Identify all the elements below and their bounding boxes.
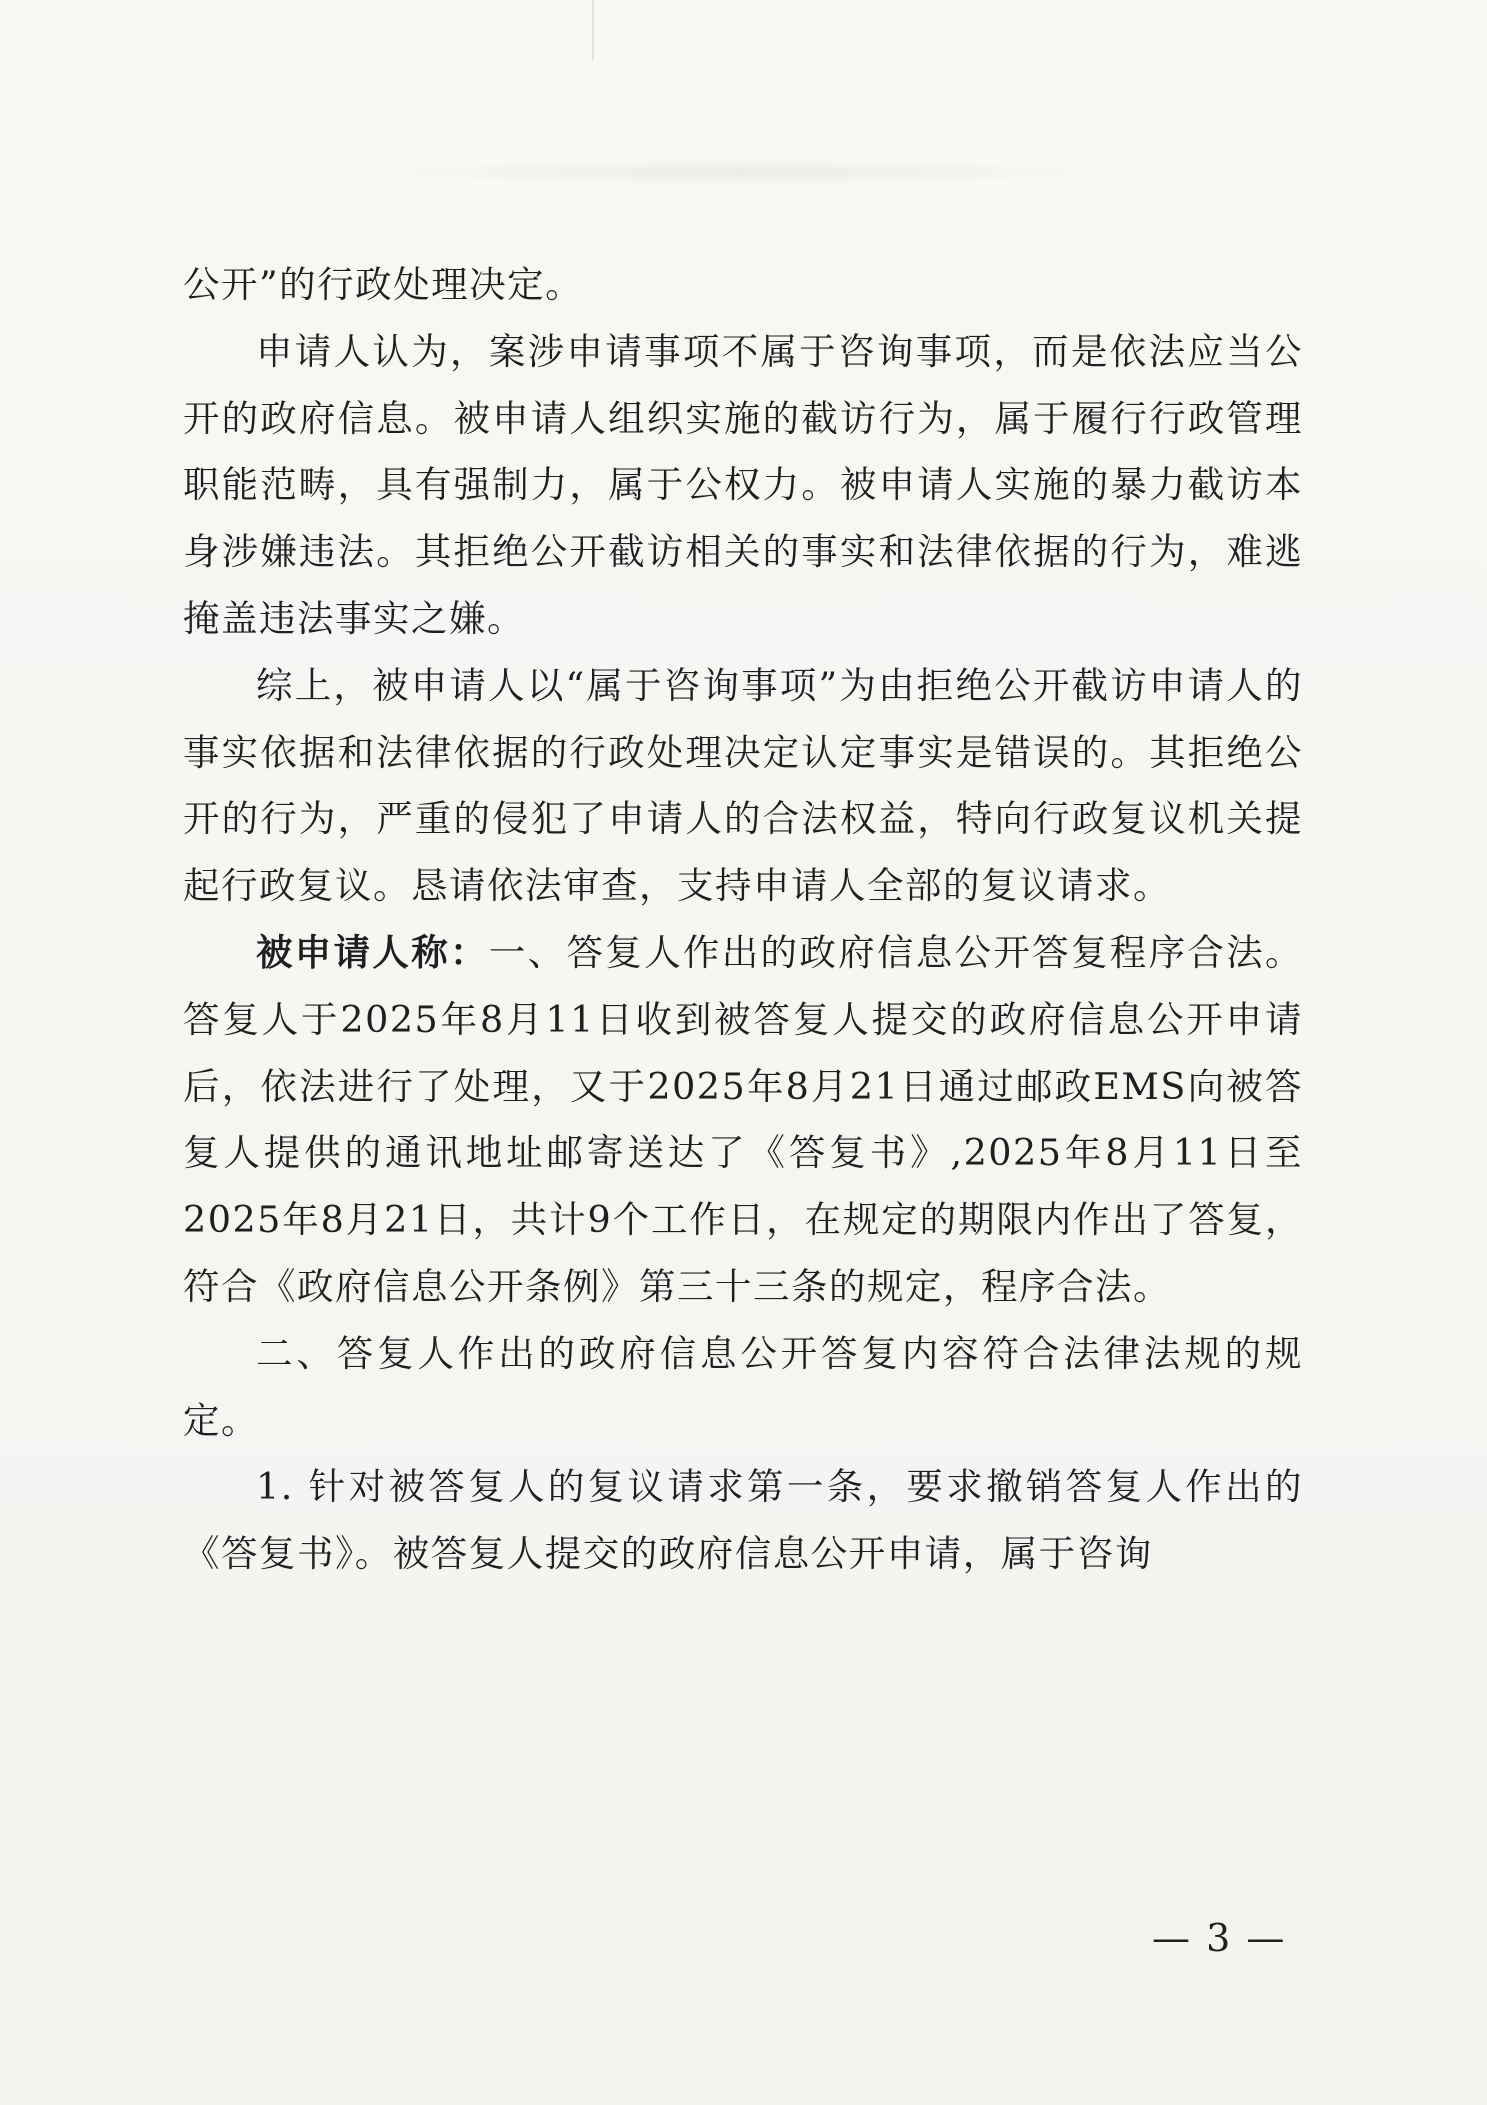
paragraph-5 — [183, 1321, 1303, 1455]
scan-fold-mark — [592, 0, 594, 60]
paragraph-2-text: 申请人认为，案涉申请事项不属于咨询事项，而是依法应当公开的政府信息。被申请人组织实施的截访行为，属于履行行政管理职能范畴，具有强制力，属于公权力。被申请人实施的暴力截访本身涉嫌违法。其拒绝公开截访相关的事实和法律依据的行为，难逃掩盖违法事实之嫌。 — [183, 329, 1303, 640]
paragraph-2 — [183, 319, 1303, 653]
scan-bleed-through — [380, 160, 1100, 184]
paragraph-3 — [183, 653, 1303, 920]
paragraph-6-text: 1. 针对被答复人的复议请求第一条，要求撤销答复人作出的《答复书》。被答复人提交的政府信息公开申请，属于咨询 — [183, 1465, 1303, 1576]
paragraph-1-text: 公开”的行政处理决定。 — [183, 263, 584, 306]
paragraph-4 — [183, 920, 1303, 1321]
page-number: — 3 — — [1152, 1916, 1287, 1960]
paragraph-6 — [183, 1454, 1303, 1588]
document-body — [183, 252, 1303, 1588]
paragraph-3-text: 综上，被申请人以“属于咨询事项”为由拒绝公开截访申请人的事实依据和法律依据的行政处理决定认定事实是错误的。其拒绝公开的行为，严重的侵犯了申请人的合法权益，特向行政复议机关提起行政复议。恳请依法审查，支持申请人全部的复议请求。 — [183, 663, 1303, 908]
paragraph-1 — [183, 252, 1303, 319]
paragraph-5-text: 二、答复人作出的政府信息公开答复内容符合法律法规的规定。 — [183, 1331, 1303, 1442]
paragraph-4-text: 一、答复人作出的政府信息公开答复程序合法。答复人于2025年8月11日收到被答复人提交的政府信息公开申请后，依法进行了处理，又于2025年8月21日通过邮政EMS向被答复人提供的通讯地址邮寄送达了《答复书》,2025年8月11日至2025年8月21日，共计9个工作日，在规定的期限内作出了答复，符合《政府信息公开条例》第三十三条的规定，程序合法。 — [183, 930, 1304, 1308]
respondent-lead: 被申请人称： — [256, 930, 489, 974]
